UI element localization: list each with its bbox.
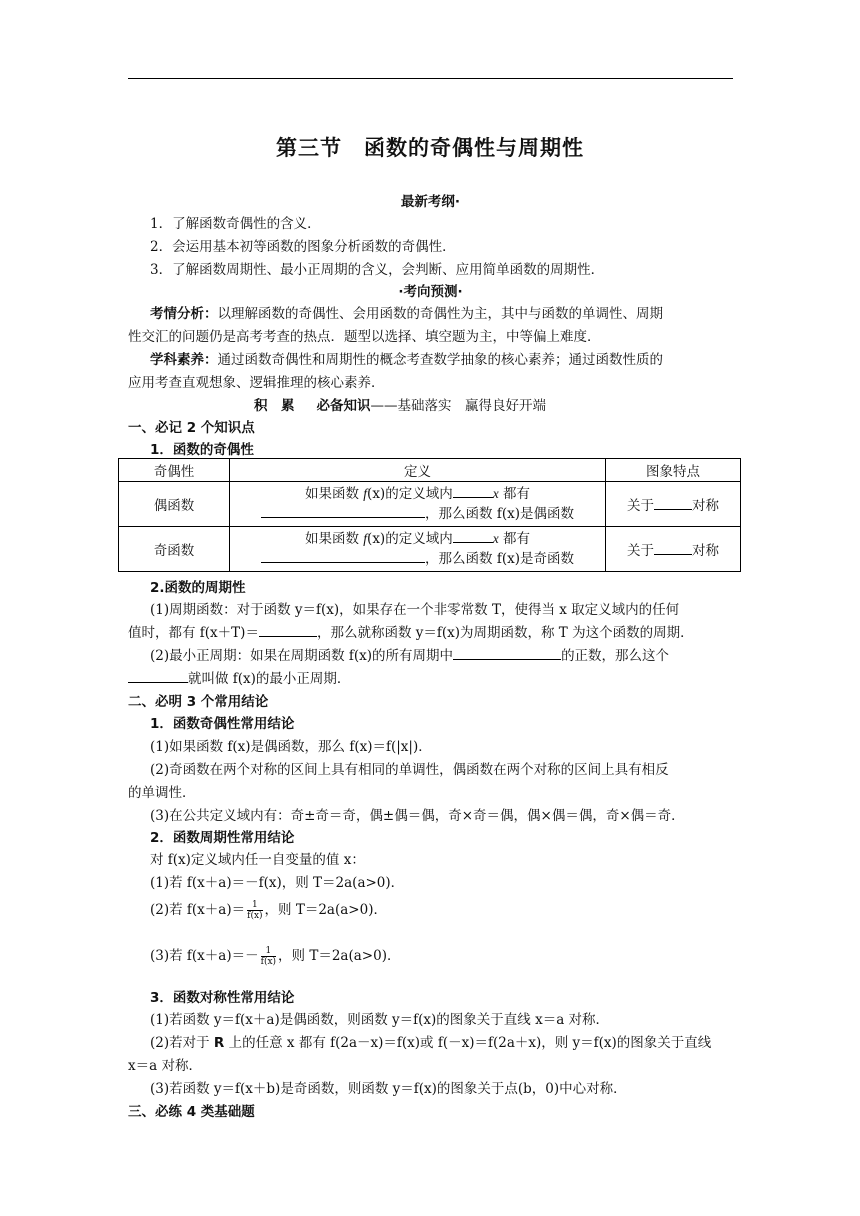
banner <box>254 394 546 414</box>
section-3-heading: 三、必练 4 类基础题 <box>128 1104 255 1120</box>
def-fx: f <box>363 531 368 546</box>
row-definition <box>230 527 606 572</box>
analysis-text: 以理解函数的奇偶性、会用函数的奇偶性为主，其中与函数的单调性、周期 <box>217 306 663 322</box>
fraction-num: 1 <box>261 946 276 957</box>
symmetry-conclusion <box>150 1031 711 1051</box>
period-text: 就叫做 f(x)的最小正周期． <box>188 671 351 687</box>
blank <box>261 550 425 563</box>
row-feature <box>606 482 741 527</box>
periodic-text: ，则 T＝2a(a>0)． <box>264 902 387 918</box>
table-row <box>119 527 741 572</box>
analysis-line-2: 性交汇的问题仍是高考考查的热点．题型以选择、填空题为主，中等偏上难度． <box>128 329 601 345</box>
feat-text: 对称 <box>692 498 719 514</box>
syllabus-item: 3．了解函数周期性、最小正周期的含义，会判断、应用简单函数的周期性． <box>150 262 605 278</box>
def-text: 都有 <box>498 531 530 547</box>
fraction-den: f(x) <box>260 957 277 967</box>
blank <box>259 624 317 637</box>
analysis-line <box>150 302 663 322</box>
def-text: ，那么函数 f(x)是奇函数 <box>425 551 574 567</box>
blank <box>453 485 493 498</box>
parity-table <box>118 458 741 572</box>
periodic-conclusion: (1)若 f(x＋a)＝－f(x)，则 T＝2a(a>0)． <box>150 875 405 891</box>
periodic-conclusion <box>150 898 387 921</box>
symmetry-conclusion: x＝a 对称． <box>128 1058 202 1074</box>
period-text: (2)最小正周期：如果在周期函数 f(x)的所有周期中 <box>150 648 454 664</box>
def-text: ，那么函数 f(x)是偶函数 <box>425 506 574 522</box>
section-2-heading: 二、必明 3 个常用结论 <box>128 694 269 710</box>
periodic-intro: 对 f(x)定义域内任一自变量的值 x： <box>150 852 365 868</box>
def-text: (x)的定义域内 <box>367 531 453 547</box>
section-2-1-heading: 1．函数奇偶性常用结论 <box>150 716 295 732</box>
section-2-3-heading: 3．函数对称性常用结论 <box>150 990 295 1006</box>
section-number: 第三节 <box>276 136 342 160</box>
def-text: (x)的定义域内 <box>367 486 453 502</box>
period-line <box>128 667 733 687</box>
fraction-den: f(x) <box>247 911 263 921</box>
section-1-1-heading: 1．函数的奇偶性 <box>150 442 254 458</box>
feat-text: 关于 <box>627 543 654 559</box>
fraction-num: 1 <box>247 900 262 911</box>
analysis-label: 考情分析： <box>150 306 218 322</box>
table-row <box>119 482 741 527</box>
period-text: ，那么就称函数 y＝f(x)为周期函数，称 T 为这个函数的周期． <box>316 625 694 641</box>
header-rule <box>128 78 733 79</box>
periodic-text: (2)若 f(x＋a)＝ <box>150 902 246 918</box>
period-line: (1)周期函数：对于函数 y＝f(x)，如果存在一个非零常数 T，使得当 x 取定义域内的任何 <box>150 602 680 618</box>
forecast-heading: ·考向预测· <box>398 284 463 300</box>
banner-b: 必备知识 <box>316 398 371 414</box>
row-name: 偶函数 <box>119 482 230 527</box>
fraction <box>247 900 262 921</box>
section-2-2-heading: 2．函数周期性常用结论 <box>150 830 295 846</box>
period-text: 的正数，那么这个 <box>561 648 670 664</box>
table-header: 定义 <box>230 459 606 482</box>
banner-a: 积 累 <box>254 398 295 414</box>
parity-conclusion: 的单调性． <box>128 785 196 801</box>
parity-conclusion: (3)在公共定义域内有：奇±奇＝奇，偶±偶＝偶，奇×奇＝偶，偶×偶＝偶，奇×偶＝奇． <box>150 808 685 824</box>
table-header: 奇偶性 <box>119 459 230 482</box>
syllabus-item: 2．会运用基本初等函数的图象分析函数的奇偶性． <box>150 239 456 255</box>
symmetry-text: 上的任意 x 都有 f(2a－x)＝f(x)或 f(－x)＝f(2a＋x)，则 y＝f(x)的图象关于直线 <box>224 1035 712 1051</box>
literacy-line <box>150 348 663 368</box>
blank <box>654 542 692 555</box>
periodic-text: ，则 T＝2a(a>0)． <box>278 948 401 964</box>
blank <box>261 505 425 518</box>
def-x: x <box>492 531 499 546</box>
symmetry-R: R <box>213 1035 225 1051</box>
table-header: 图象特点 <box>606 459 741 482</box>
blank <box>453 530 493 543</box>
blank <box>654 497 692 510</box>
periodic-text: (3)若 f(x＋a)＝－ <box>150 948 259 964</box>
symmetry-conclusion: (1)若函数 y＝f(x＋a)是偶函数，则函数 y＝f(x)的图象关于直线 x＝a 对称． <box>150 1012 610 1028</box>
feat-text: 关于 <box>627 498 654 514</box>
feat-text: 对称 <box>692 543 719 559</box>
blank <box>128 670 188 683</box>
def-text: 如果函数 <box>304 531 364 547</box>
literacy-label: 学科素养： <box>150 352 218 368</box>
def-text: 如果函数 <box>304 486 364 502</box>
syllabus-item: 1．了解函数奇偶性的含义． <box>150 216 321 232</box>
def-x: x <box>492 486 499 501</box>
def-text: 都有 <box>498 486 530 502</box>
page-title <box>0 132 860 162</box>
section-title: 函数的奇偶性与周期性 <box>364 136 584 160</box>
row-definition <box>230 482 606 527</box>
table-header-row <box>119 459 741 482</box>
literacy-line-2: 应用考查直观想象、逻辑推理的核心素养． <box>128 375 385 391</box>
parity-conclusion: (2)奇函数在两个对称的区间上具有相同的单调性，偶函数在两个对称的区间上具有相反 <box>150 762 669 778</box>
section-1-2-heading: 2.函数的周期性 <box>150 580 246 596</box>
section-1-heading: 一、必记 2 个知识点 <box>128 420 255 436</box>
period-line <box>150 644 669 664</box>
def-fx: f <box>363 486 368 501</box>
parity-conclusion: (1)如果函数 f(x)是偶函数，那么 f(x)＝f(|x|)． <box>150 739 432 755</box>
fraction <box>261 946 276 967</box>
row-name: 奇函数 <box>119 527 230 572</box>
row-feature <box>606 527 741 572</box>
banner-c: ——基础落实 赢得良好开端 <box>370 398 546 414</box>
symmetry-text: (2)若对于 <box>150 1035 214 1051</box>
literacy-text: 通过函数奇偶性和周期性的概念考查数学抽象的核心素养；通过函数性质的 <box>217 352 663 368</box>
blank <box>453 647 561 660</box>
period-text: 值时，都有 f(x＋T)＝ <box>128 625 259 641</box>
periodic-conclusion <box>150 944 400 967</box>
symmetry-conclusion: (3)若函数 y＝f(x＋b)是奇函数，则函数 y＝f(x)的图象关于点(b，0)中心对称． <box>150 1081 627 1097</box>
period-line <box>128 621 733 641</box>
syllabus-heading: 最新考纲· <box>400 194 461 210</box>
